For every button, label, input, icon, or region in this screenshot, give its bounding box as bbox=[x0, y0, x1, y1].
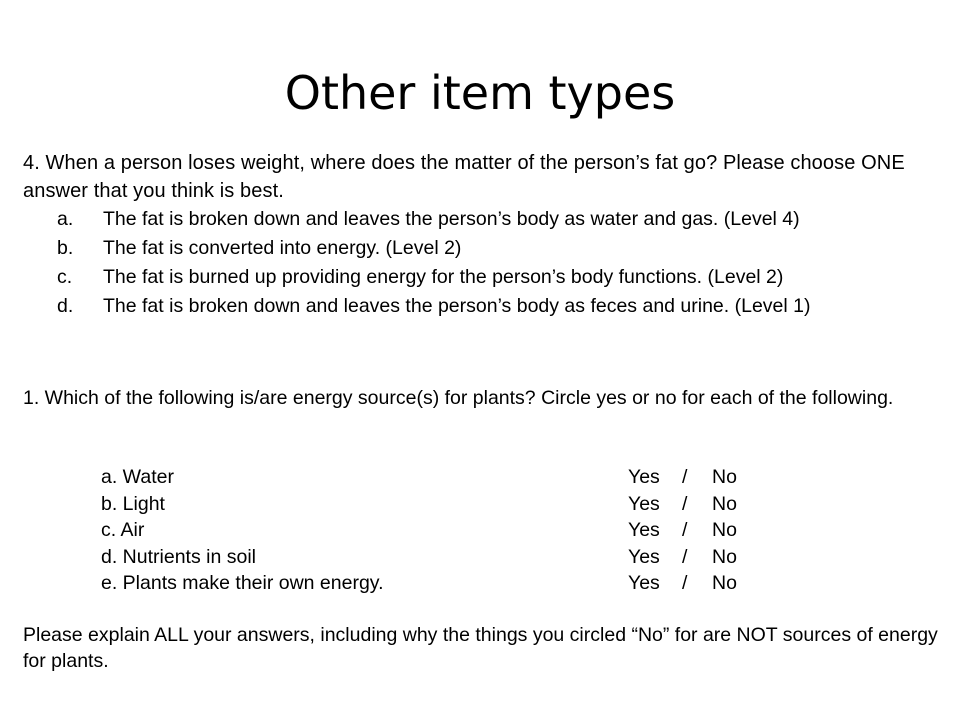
option-row-e bbox=[101, 570, 781, 597]
slash-separator: / bbox=[682, 466, 688, 488]
question-4-stem: 4. When a person loses weight, where does the matter of the person’s fat go? Please choose ONE answer that you think is best. bbox=[23, 152, 905, 202]
slash-separator: / bbox=[682, 519, 688, 541]
question-4 bbox=[23, 149, 943, 321]
no-option: No bbox=[712, 572, 737, 594]
yes-option: Yes bbox=[628, 572, 660, 594]
choice-text: The fat is burned up providing energy for the person’s body functions. (Level 2) bbox=[103, 266, 784, 288]
choice-letter: a. bbox=[57, 208, 74, 230]
no-option: No bbox=[712, 466, 737, 488]
slash-separator: / bbox=[682, 545, 688, 568]
option-label: b. Light bbox=[101, 492, 165, 515]
question-4-choices bbox=[23, 205, 943, 321]
option-row-c bbox=[101, 517, 781, 544]
question-1-stem: 1. Which of the following is/are energy source(s) for plants? Circle yes or no for each of the following. bbox=[23, 387, 894, 409]
choice-text: The fat is converted into energy. (Level 2) bbox=[103, 237, 462, 259]
yes-option: Yes bbox=[628, 466, 660, 488]
yes-option: Yes bbox=[628, 519, 660, 541]
slash-separator: / bbox=[682, 572, 688, 594]
choice-c bbox=[23, 263, 943, 292]
option-label: e. Plants make their own energy. bbox=[101, 572, 384, 594]
option-row-d bbox=[101, 544, 781, 571]
slide-title: Other item types bbox=[284, 66, 676, 120]
option-label: a. Water bbox=[101, 466, 174, 488]
choice-b bbox=[23, 234, 943, 263]
yes-option: Yes bbox=[628, 545, 660, 568]
no-option: No bbox=[712, 545, 737, 568]
option-label: d. Nutrients in soil bbox=[101, 545, 256, 568]
no-option: No bbox=[712, 492, 737, 515]
choice-a bbox=[23, 205, 943, 234]
yes-no-options bbox=[101, 464, 781, 597]
no-option: No bbox=[712, 519, 737, 541]
choice-letter: b. bbox=[57, 237, 74, 259]
choice-d bbox=[23, 292, 943, 321]
explain-prompt: Please explain ALL your answers, including why the things you circled “No” for are NOT sources of energy for plants. bbox=[23, 624, 938, 672]
option-row-b bbox=[101, 491, 781, 518]
option-row-a bbox=[101, 464, 781, 491]
choice-text: The fat is broken down and leaves the person’s body as water and gas. (Level 4) bbox=[103, 208, 800, 230]
choice-letter: d. bbox=[57, 295, 74, 317]
choice-text: The fat is broken down and leaves the person’s body as feces and urine. (Level 1) bbox=[103, 295, 811, 317]
slash-separator: / bbox=[682, 492, 688, 515]
choice-letter: c. bbox=[57, 266, 73, 288]
yes-option: Yes bbox=[628, 492, 660, 515]
option-label: c. Air bbox=[101, 519, 145, 541]
